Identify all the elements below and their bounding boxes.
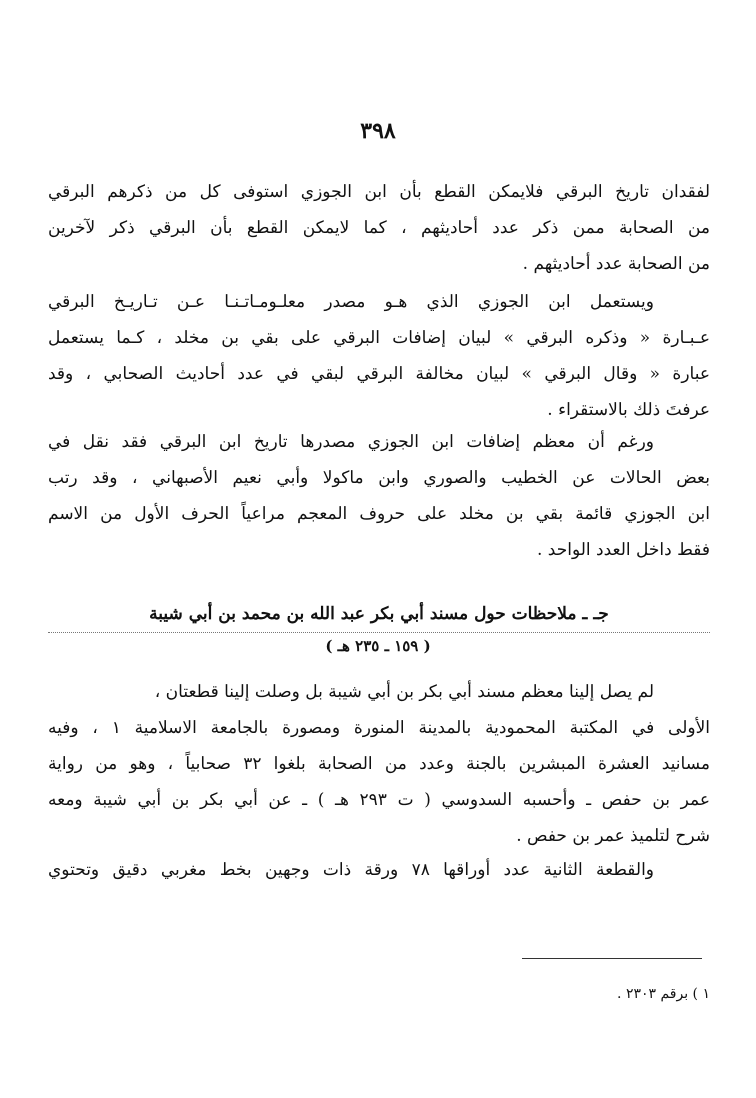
text-line: عمر بن حفص ـ وأحسبه السدوسي ( ت ٢٩٣ هـ ) ـ عن أبي بكر بن أبي شيبة ومعه xyxy=(48,790,710,810)
text-line: عرفتَ ذلك بالاستقراء . xyxy=(547,400,710,420)
text-line: لم يصل إلينا معظم مسند أبي بكر بن أبي شيبة بل وصلت إلينا قطعتان ، xyxy=(154,682,654,702)
footnote-divider xyxy=(522,958,702,959)
text-line: بعض الحالات عن الخطيب والصوري وابن ماكولا وأبي نعيم الأصبهاني ، وقد رتب xyxy=(48,468,710,488)
text-line: عـبـارة « وذكره البرقي » لبيان إضافات البرقي على بقي بن مخلد ، كـما يستعمل xyxy=(48,328,710,348)
text-line: ويستعمل ابن الجوزي الذي هـو مصدر معلـومـاتـنـا عـن تـاريـخ البرقي xyxy=(48,292,654,312)
text-line: لفقدان تاريخ البرقي فلايمكن القطع بأن ابن الجوزي استوفى كل من ذكرهم البرقي xyxy=(48,182,710,202)
section-paragraph-1 xyxy=(48,674,710,854)
text-line: مسانيد العشرة المبشرين بالجنة وعدد من الصحابة بلغوا ٣٢ صحابياً ، وهو من رواية xyxy=(48,754,710,774)
paragraph-1 xyxy=(48,174,710,282)
paragraph-2 xyxy=(48,284,710,428)
text-line: ابن الجوزي قائمة بقي بن مخلد على حروف المعجم مراعياً الحرف الأول من الاسم xyxy=(48,504,710,524)
text-line: فقط داخل العدد الواحد . xyxy=(537,540,710,560)
section-heading: جـ ـ ملاحظات حول مسند أبي بكر عبد الله بن محمد بن أبي شيبة xyxy=(48,596,710,633)
paragraph-3 xyxy=(48,424,710,568)
section-paragraph-2 xyxy=(48,852,710,888)
text-line: الأولى في المكتبة المحمودية بالمدينة المنورة ومصورة بالجامعة الاسلامية ١ ، وفيه xyxy=(48,718,710,738)
text-line: عبارة « وقال البرقي » لبيان مخالفة البرقي لبقي في عدد أحاديث الصحابي ، وقد xyxy=(48,364,710,384)
text-line: شرح لتلميذ عمر بن حفص . xyxy=(516,826,710,846)
text-line: من الصحابة ممن ذكر عدد أحاديثهم ، كما لايمكن القطع بأن البرقي ذكر لآخرين xyxy=(48,218,710,238)
text-line: من الصحابة عدد أحاديثهم . xyxy=(522,254,710,274)
text-line: والقطعة الثانية عدد أوراقها ٧٨ ورقة ذات وجهين بخط مغربي دقيق وتحتوي xyxy=(48,860,655,880)
text-line: ورغم أن معظم إضافات ابن الجوزي مصدرها تاريخ ابن البرقي فقد نقل في xyxy=(48,432,654,452)
page-number: ٣٩٨ xyxy=(360,118,396,144)
footnote: ١ ) برقم ٢٣٠٣ . xyxy=(617,986,710,1002)
section-subheading: ( ١٥٩ ـ ٢٣٥ هـ ) xyxy=(325,637,431,655)
